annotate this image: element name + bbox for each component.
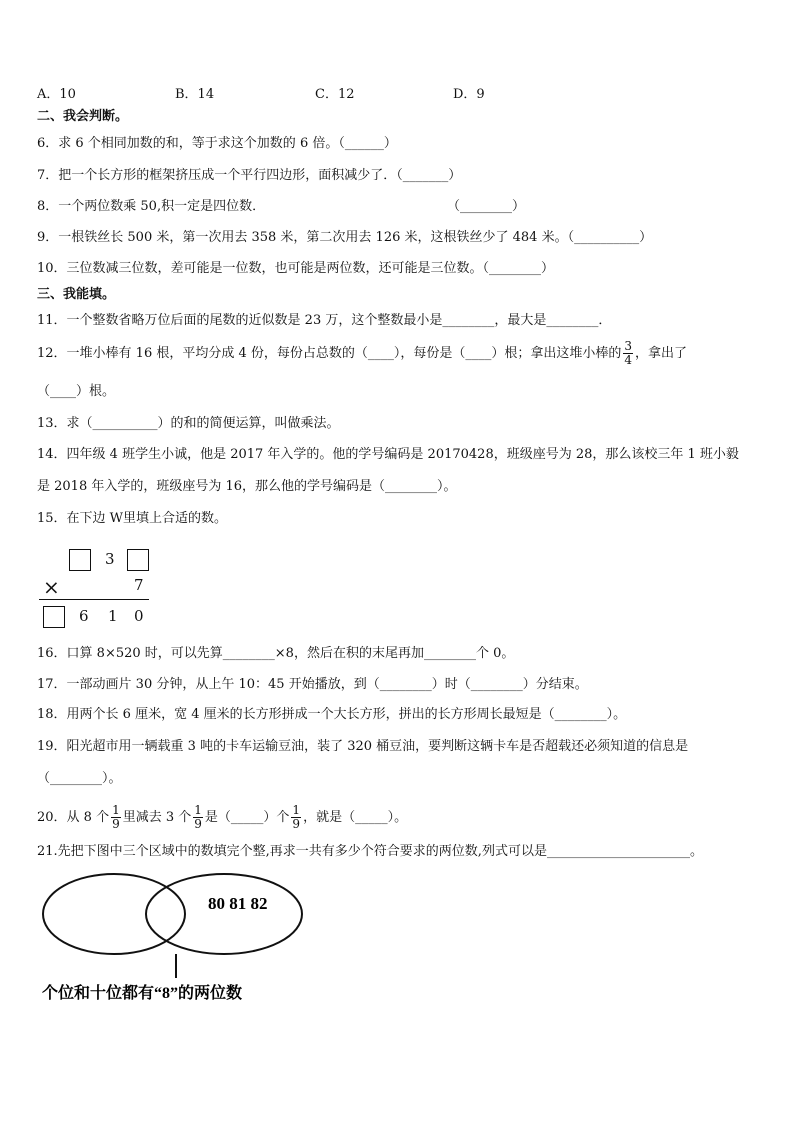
vertical-multiplication bbox=[37, 545, 157, 630]
question-8-blank: （________） bbox=[447, 199, 526, 214]
question-17: 17．一部动画片 30 分钟，从上午 10：45 开始播放，到（________）时（________）分结束。 bbox=[37, 677, 588, 692]
section-judge-heading: 二、我会判断。 bbox=[37, 109, 129, 124]
question-20: 20．从 8 个 $\frac{1}{9}$ 里减去 3 个 $\frac{1}{9}$ 是（_____）个 $\frac{1}{9}$ ，就是（_____）。 bbox=[37, 803, 408, 831]
multiplier-digit: 7 bbox=[134, 576, 144, 594]
question-12: 12．一堆小棒有 16 根，平均分成 4 份，每份占总数的（____），每份是（____）根；拿出这堆小棒的 $\frac{3}{4}$ ，拿出了 bbox=[37, 339, 688, 367]
question-10: 10．三位数减三位数，差可能是一位数，也可能是两位数，还可能是三位数。（________） bbox=[37, 261, 555, 276]
left-ellipse bbox=[43, 874, 185, 954]
question-21: 21.先把下图中三个区域中的数填完个整,再求一共有多少个符合要求的两位数,列式可以是______________________。 bbox=[37, 844, 703, 859]
venn-numbers: 80 81 82 bbox=[208, 894, 268, 913]
section-fill-heading: 三、我能填。 bbox=[37, 287, 116, 302]
question-7: 7．把一个长方形的框架挤压成一个平行四边形，面积减少了．（_______） bbox=[37, 168, 462, 183]
product-digit: 1 bbox=[108, 607, 118, 625]
question-12-continued: （____）根。 bbox=[37, 384, 116, 399]
fraction-one-ninth: $\frac{1}{9}$ bbox=[112, 803, 120, 831]
question-9: 9．一根铁丝长 500 米，第一次用去 358 米，第二次用去 126 米，这根铁丝少了 484 米。（__________） bbox=[37, 230, 653, 245]
blank-box[interactable] bbox=[127, 549, 149, 571]
question-13: 13．求（__________）的和的简便运算，叫做乘法。 bbox=[37, 416, 340, 431]
venn-diagram bbox=[38, 868, 318, 1008]
question-12-text: 12．一堆小棒有 16 根，平均分成 4 份，每份占总数的（____），每份是（____）根；拿出这堆小棒的 bbox=[37, 346, 622, 361]
question-14-line2: 是 2018 年入学的，班级座号为 16，那么他的学号编码是（________）。 bbox=[37, 479, 457, 494]
blank-box[interactable] bbox=[43, 606, 65, 628]
venn-label: 个位和十位都有“8”的两位数 bbox=[42, 985, 243, 1002]
option-b: B．14 bbox=[175, 87, 215, 102]
fraction-three-quarters: $\frac{3}{4}$ bbox=[624, 339, 633, 367]
question-19-line2: （________）。 bbox=[37, 771, 122, 786]
product-line bbox=[39, 599, 149, 600]
right-ellipse bbox=[146, 874, 302, 954]
question-14-line1: 14．四年级 4 班学生小诚，他是 2017 年入学的。他的学号编码是 20170428，班级座号为 28，那么该校三年 1 班小毅 bbox=[37, 447, 739, 462]
blank-box[interactable] bbox=[69, 549, 91, 571]
times-sign: × bbox=[43, 575, 60, 599]
question-6: 6．求 6 个相同加数的和，等于求这个加数的 6 倍。（______） bbox=[37, 136, 397, 151]
question-18: 18．用两个长 6 厘米，宽 4 厘米的长方形拼成一个大长方形，拼出的长方形周长最短是（________）。 bbox=[37, 707, 627, 722]
fraction-one-ninth: $\frac{1}{9}$ bbox=[194, 803, 202, 831]
question-15: 15．在下边 W里填上合适的数。 bbox=[37, 511, 228, 526]
option-d: D．9 bbox=[453, 87, 485, 102]
question-11: 11．一个整数省略万位后面的尾数的近似数是 23 万，这个整数最小是________，最大是________． bbox=[37, 313, 612, 328]
product-digit: 6 bbox=[79, 607, 89, 625]
product-digit: 0 bbox=[134, 607, 144, 625]
fraction-one-ninth: $\frac{1}{9}$ bbox=[292, 803, 301, 831]
option-c: C．12 bbox=[315, 87, 355, 102]
question-8: 8．一个两位数乘 50,积一定是四位数． bbox=[37, 199, 266, 214]
question-19-line1: 19．阳光超市用一辆载重 3 吨的卡车运输豆油，装了 320 桶豆油，要判断这辆卡车是否超载还必须知道的信息是 bbox=[37, 739, 689, 754]
question-16: 16．口算 8×520 时，可以先算________×8，然后在积的末尾再加________个 0。 bbox=[37, 646, 515, 661]
option-a: A．10 bbox=[37, 87, 76, 102]
multiplicand-digit: 3 bbox=[105, 550, 115, 568]
